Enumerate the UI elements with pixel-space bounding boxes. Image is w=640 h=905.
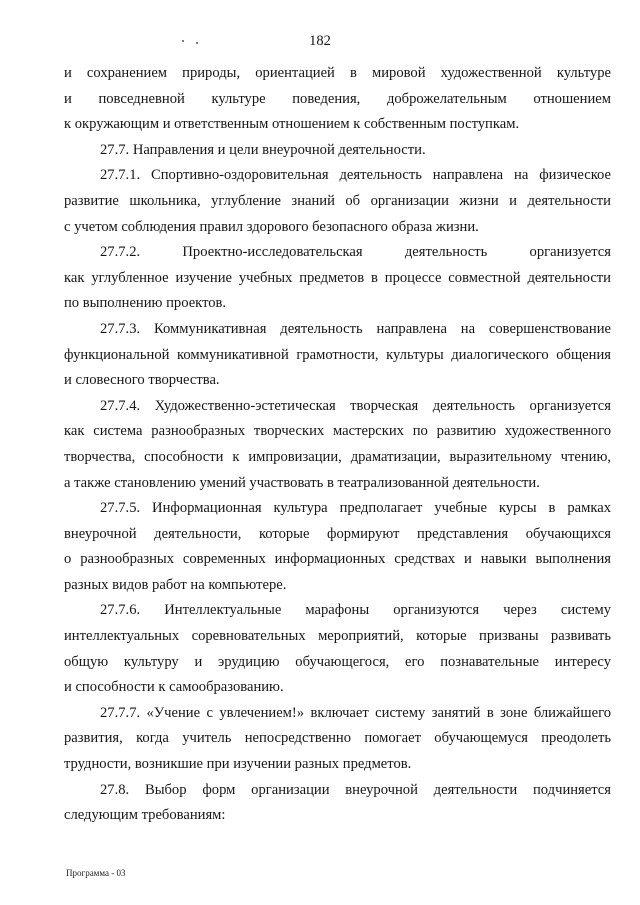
text-line: как система разнообразных творческих мастерских по развитию художественного	[64, 423, 611, 440]
text-line: о разнообразных современных информационных средствах и навыки выполнения	[64, 551, 611, 568]
text-line: и словесного творчества.	[64, 372, 220, 389]
text-line: 27.7.5. Информационная культура предполагает учебные курсы в рамках	[100, 500, 611, 517]
text-line: 27.7.1. Спортивно-оздоровительная деятельность направлена на физическое	[100, 167, 611, 184]
text-line: интеллектуальных соревновательных мероприятий, которые призваны развивать	[64, 628, 611, 645]
text-line: внеурочной деятельности, которые формируют представления обучающихся	[64, 525, 611, 542]
text-line: функциональной коммуникативной грамотности, культуры диалогического общения	[64, 346, 611, 363]
text-line: 27.8. Выбор форм организации внеурочной деятельности подчиняется	[100, 781, 611, 798]
section-heading: 27.7. Направления и цели внеурочной деятельности.	[100, 141, 426, 158]
text-line: следующим требованиям:	[64, 807, 226, 824]
text-line: к окружающим и ответственным отношением к собственным поступкам.	[64, 116, 520, 133]
text-line: 27.7.3. Коммуникативная деятельность направлена на совершенствование	[100, 320, 611, 337]
text-line: 27.7.6. Интеллектуальные марафоны организуются через систему	[100, 602, 611, 619]
text-line: общую культуру и эрудицию обучающегося, его познавательные интересу	[64, 653, 611, 670]
page-number: 182	[309, 33, 331, 49]
text-line: и способности к самообразованию.	[64, 679, 284, 696]
text-line: как углубленное изучение учебных предметов в процессе совместной деятельности	[64, 269, 611, 286]
text-line: 27.7.4. Художественно-эстетическая творческая деятельность организуется	[100, 397, 611, 414]
text-line: и сохранением природы, ориентацией в мировой художественной культуре	[64, 65, 611, 81]
text-line: и повседневной культуре поведения, доброжелательным отношением	[64, 90, 611, 107]
text-line: разных видов работ на компьютере.	[64, 576, 287, 593]
text-line: 27.7.2. Проектно-исследовательская деятельность организуется	[100, 244, 611, 261]
text-line: с учетом соблюдения правил здорового безопасного образа жизни.	[64, 218, 479, 235]
text-line: развитие школьника, углубление знаний об организации жизни и деятельности	[64, 192, 611, 209]
text-line: развития, когда учитель непосредственно помогает обучающемуся преодолеть	[64, 730, 611, 747]
footer-label: Программа - 03	[66, 868, 126, 878]
text-line: а также становлению умений участвовать в театрализованной деятельности.	[64, 474, 540, 491]
text-line: трудности, возникшие при изучении разных предметов.	[64, 756, 412, 773]
document-body	[64, 61, 611, 829]
text-line: по выполнению проектов.	[64, 295, 227, 312]
text-line: творчества, способности к импровизации, драматизации, выразительному чтению,	[64, 448, 611, 465]
text-line: 27.7.7. «Учение с увлечением!» включает систему занятий в зоне ближайшего	[100, 704, 611, 721]
